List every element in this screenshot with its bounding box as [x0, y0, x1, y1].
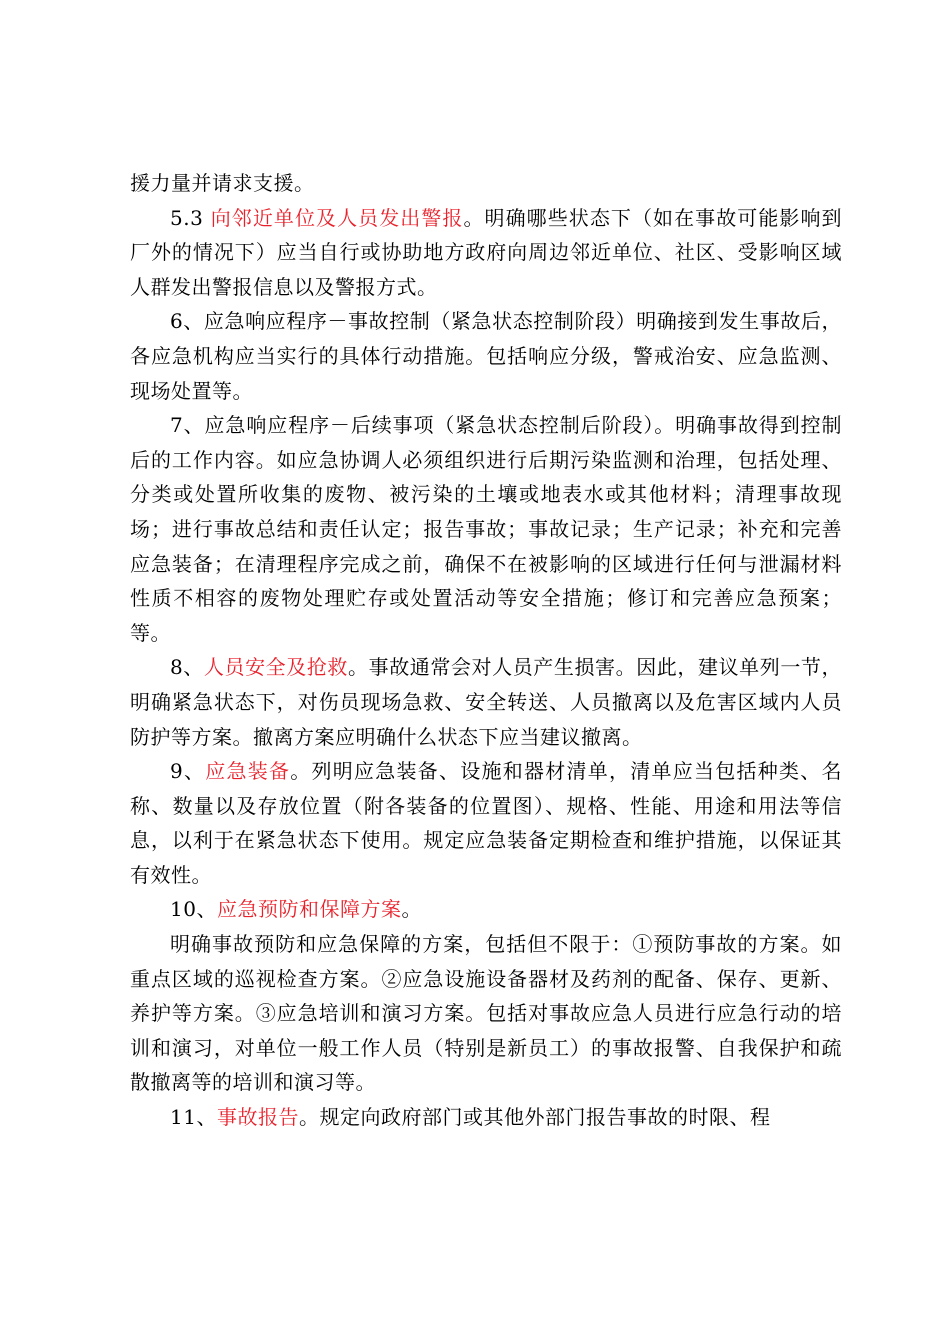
section-number: 10、 — [170, 897, 217, 922]
section-number: 8、 — [170, 655, 204, 680]
section-number: 5.3 — [170, 205, 211, 230]
paragraph-11-report — [130, 1100, 842, 1135]
paragraph-text: 7、应急响应程序－后续事项（紧急状态控制后阶段）。明确事故得到控制后的工作内容。如应急协调人必须组织进行后期污染监测和治理，包括处理、分类或处置所收集的废物、被污染的土壤或地表水或其他材料；清理事故现场；进行事故总结和责任认定；报告事故；事故记录；生产记录；补充和完善应急装备；在清理程序完成之前，确保不在被影响的区域进行任何与泄漏材料性质不相容的废物处理贮存或处置活动等安全措施；修订和完善应急预案；等。 — [130, 413, 842, 645]
paragraph-text: 6、应急响应程序－事故控制（紧急状态控制阶段）明确接到发生事故后，各应急机构应当实行的具体行动措施。包括响应分级，警戒治安、应急监测、现场处置等。 — [130, 309, 842, 403]
paragraph-0 — [130, 166, 842, 201]
paragraph-text: 。事故通常会对人员产生损害。因此，建议单列一节，明确紧急状态下，对伤员现场急救、安全转送、人员撤离以及危害区域内人员防护等方案。撤离方案应明确什么状态下应当建议撤离。 — [130, 655, 843, 749]
highlighted-heading: 事故报告 — [216, 1105, 299, 1130]
paragraph-9-equipment — [130, 754, 842, 892]
paragraph-10-prevention — [130, 892, 842, 927]
paragraph-text: 。 — [401, 897, 422, 922]
section-number: 9、 — [170, 759, 206, 784]
highlighted-heading: 应急预防和保障方案 — [216, 897, 402, 922]
paragraph-5-3-warning — [130, 201, 842, 305]
paragraph-6-accident-control — [130, 304, 842, 408]
paragraph-text: 援力量并请求支援。 — [130, 171, 315, 195]
paragraph-text: 明确事故预防和应急保障的方案，包括但不限于：①预防事故的方案。如重点区域的巡视检查方案。②应急设施设备器材及药剂的配备、保存、更新、养护等方案。③应急培训和演习方案。包括对事故应急人员进行应急行动的培训和演习，对单位一般工作人员（特别是新员工）的事故报警、自我保护和疏散撤离等的培训和演习等。 — [130, 932, 842, 1095]
highlighted-heading: 向邻近单位及人员发出警报 — [210, 205, 464, 230]
paragraph-8-personnel-safety — [130, 650, 842, 754]
section-number: 11、 — [170, 1105, 217, 1130]
paragraph-text: 。规定向政府部门或其他外部门报告事故的时限、程 — [298, 1105, 771, 1130]
paragraph-text: 。明确哪些状态下（如在事故可能影响到厂外的情况下）应当自行或协助地方政府向周边邻近单位、社区、受影响区域人群发出警报信息以及警报方式。 — [130, 205, 843, 299]
highlighted-heading: 人员安全及抢救 — [203, 655, 349, 680]
highlighted-heading: 应急装备 — [205, 759, 291, 784]
paragraph-text: 。列明应急装备、设施和器材清单，清单应当包括种类、名称、数量以及存放位置（附各装备的位置图）、规格、性能、用途和用法等信息，以利于在紧急状态下使用。规定应急装备定期检查和维护措施，以保证其有效性。 — [130, 759, 843, 887]
paragraph-prevention-details — [130, 927, 842, 1100]
paragraph-7-follow-up — [130, 408, 842, 650]
document-page — [130, 166, 842, 1135]
